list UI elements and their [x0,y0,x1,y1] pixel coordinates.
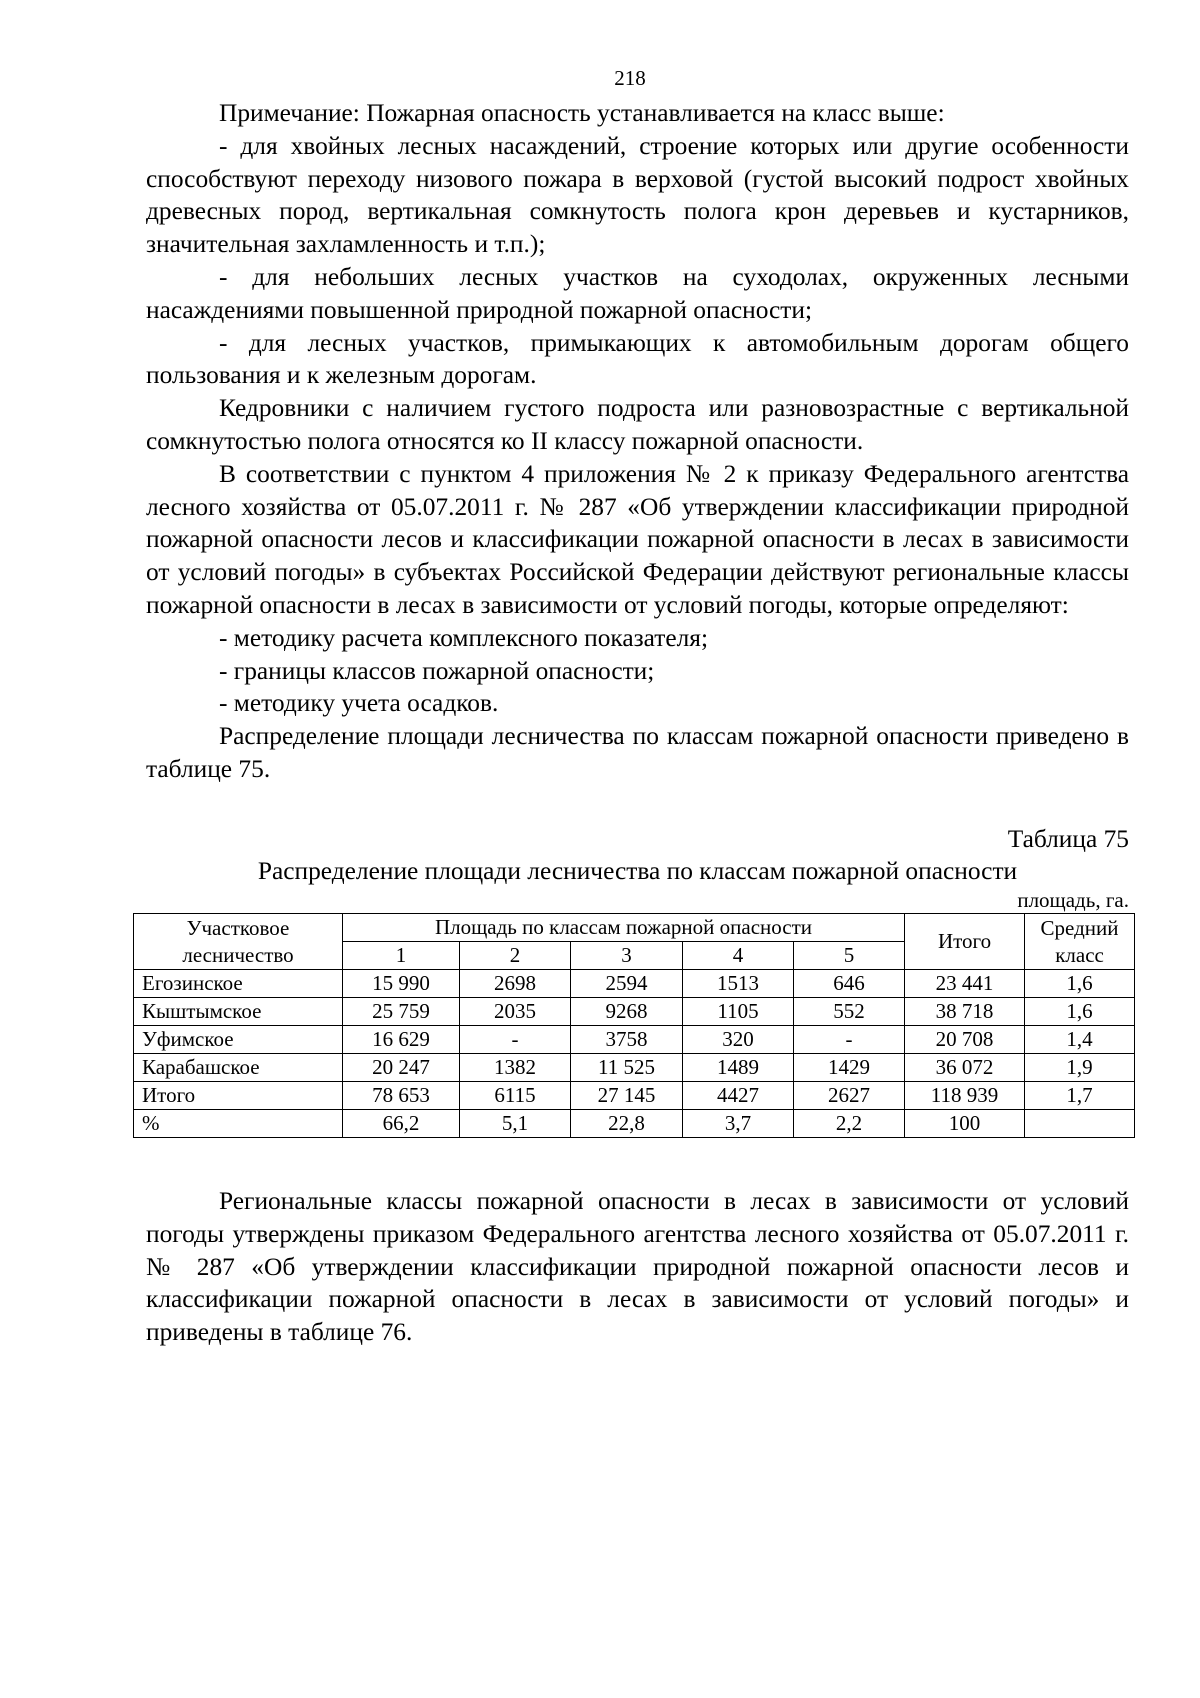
cell-value: 2627 [794,1082,905,1110]
cell-total: 23 441 [905,970,1025,998]
header-class-2: 2 [460,942,571,970]
cell-value: 4427 [683,1082,794,1110]
cell-avg: 1,9 [1025,1054,1135,1082]
cell-value: 2594 [571,970,683,998]
paragraph: - для лесных участков, примыкающих к автомобильным дорогам общего пользования и к железным дорогам. [146,328,1129,390]
table-row [134,970,1135,998]
paragraph: В соответствии с пунктом 4 приложения № 2 к приказу Федерального агентства лесного хозяйства от 05.07.2011 г. № 287 «Об утверждении классификации природной пожарной опасности лесов и классификации пожарной опасности в лесах в зависимости от условий погоды» в субъектах Российской Федерации действуют региональные классы пожарной опасности в лесах в зависимости от условий погоды, которые определяют: [146,459,1129,619]
cell-value: 2035 [460,998,571,1026]
cell-value: 5,1 [460,1110,571,1138]
paragraph: Распределение площади лесничества по классам пожарной опасности приведено в таблице 75. [146,722,1129,783]
cell-avg: 1,6 [1025,970,1135,998]
cell-total: 38 718 [905,998,1025,1026]
cell-value: 1513 [683,970,794,998]
bottom-text-block [146,1185,1129,1349]
cell-name: Итого [134,1082,343,1110]
table-row [134,998,1135,1026]
table-row [134,1082,1135,1110]
cell-value: - [794,1026,905,1054]
header-total: Итого [905,914,1025,970]
table-row [134,1026,1135,1054]
cell-value: 646 [794,970,905,998]
fire-class-table [133,913,1135,1138]
cell-value: 15 990 [343,970,460,998]
header-class-3: 3 [571,942,683,970]
table-label: Таблица 75 [1007,825,1129,853]
cell-value: 3758 [571,1026,683,1054]
cell-value: 1489 [683,1054,794,1082]
paragraph: - методику расчета комплексного показателя; [219,623,709,652]
cell-value: 6115 [460,1082,571,1110]
header-class-4: 4 [683,942,794,970]
paragraph: - для хвойных лесных насаждений, строение которых или другие особенности способствуют переходу низового пожара в верховой (густой высокий подрост хвойных древесных пород, вертикальная сомкнутость полога крон деревьев и кустарников, значительная захламленность и т.п.); [146,131,1129,259]
cell-avg: 1,6 [1025,998,1135,1026]
cell-total: 100 [905,1110,1025,1138]
cell-total: 118 939 [905,1082,1025,1110]
cell-value: 20 247 [343,1054,460,1082]
header-avg-line2: класс [1055,942,1104,967]
cell-value: 11 525 [571,1054,683,1082]
table-row [134,1054,1135,1082]
cell-value: 1429 [794,1054,905,1082]
cell-name: Карабашское [134,1054,343,1082]
cell-value: 16 629 [343,1026,460,1054]
paragraph: - границы классов пожарной опасности; [219,656,655,685]
header-avg-class [1025,914,1135,970]
paragraph: Кедровники с наличием густого подроста или разновозрастные с вертикальной сомкнутостью полога относятся ко II классу пожарной опасности. [146,394,1129,455]
cell-avg: 1,4 [1025,1026,1135,1054]
table-unit: площадь, га. [1017,888,1129,912]
cell-total: 20 708 [905,1026,1025,1054]
cell-value: 25 759 [343,998,460,1026]
cell-value: 22,8 [571,1110,683,1138]
header-area-group: Площадь по классам пожарной опасности [343,914,905,942]
header-avg-line1: Средний [1040,915,1119,940]
cell-value: 2,2 [794,1110,905,1138]
header-district-line1: Участковое [186,915,290,940]
cell-value: 2698 [460,970,571,998]
paragraph: Региональные классы пожарной опасности в лесах в зависимости от условий погоды утверждены приказом Федерального агентства лесного хозяйства от 05.07.2011 г. № 287 «Об утверждении классификации природной пожарной опасности лесов и классификации пожарной опасности в лесах в зависимости от условий погоды» и приведены в таблице 76. [146,1187,1129,1347]
table-row [134,1110,1135,1138]
cell-value: 1105 [683,998,794,1026]
header-class-5: 5 [794,942,905,970]
page-number: 218 [614,66,646,90]
cell-value: 78 653 [343,1082,460,1110]
cell-name: Уфимское [134,1026,343,1054]
header-class-1: 1 [343,942,460,970]
cell-avg [1025,1110,1135,1138]
cell-value: 27 145 [571,1082,683,1110]
cell-value: - [460,1026,571,1054]
cell-value: 3,7 [683,1110,794,1138]
cell-total: 36 072 [905,1054,1025,1082]
cell-value: 320 [683,1026,794,1054]
cell-value: 66,2 [343,1110,460,1138]
cell-value: 9268 [571,998,683,1026]
header-district [134,914,343,970]
table-title: Распределение площади лесничества по классам пожарной опасности [257,857,1018,885]
cell-name: Кыштымское [134,998,343,1026]
table-header-row [134,914,1135,942]
paragraph: - методику учета осадков. [219,689,499,718]
cell-avg: 1,7 [1025,1082,1135,1110]
header-district-line2: лесничество [182,942,294,967]
cell-name: Егозинское [134,970,343,998]
cell-value: 1382 [460,1054,571,1082]
cell-value: 552 [794,998,905,1026]
top-text-block [146,97,1129,786]
paragraph: Примечание: Пожарная опасность устанавливается на класс выше: [219,99,945,127]
paragraph: - для небольших лесных участков на суходолах, окруженных лесными насаждениями повышенной природной пожарной опасности; [146,262,1129,324]
cell-name: % [134,1110,343,1138]
